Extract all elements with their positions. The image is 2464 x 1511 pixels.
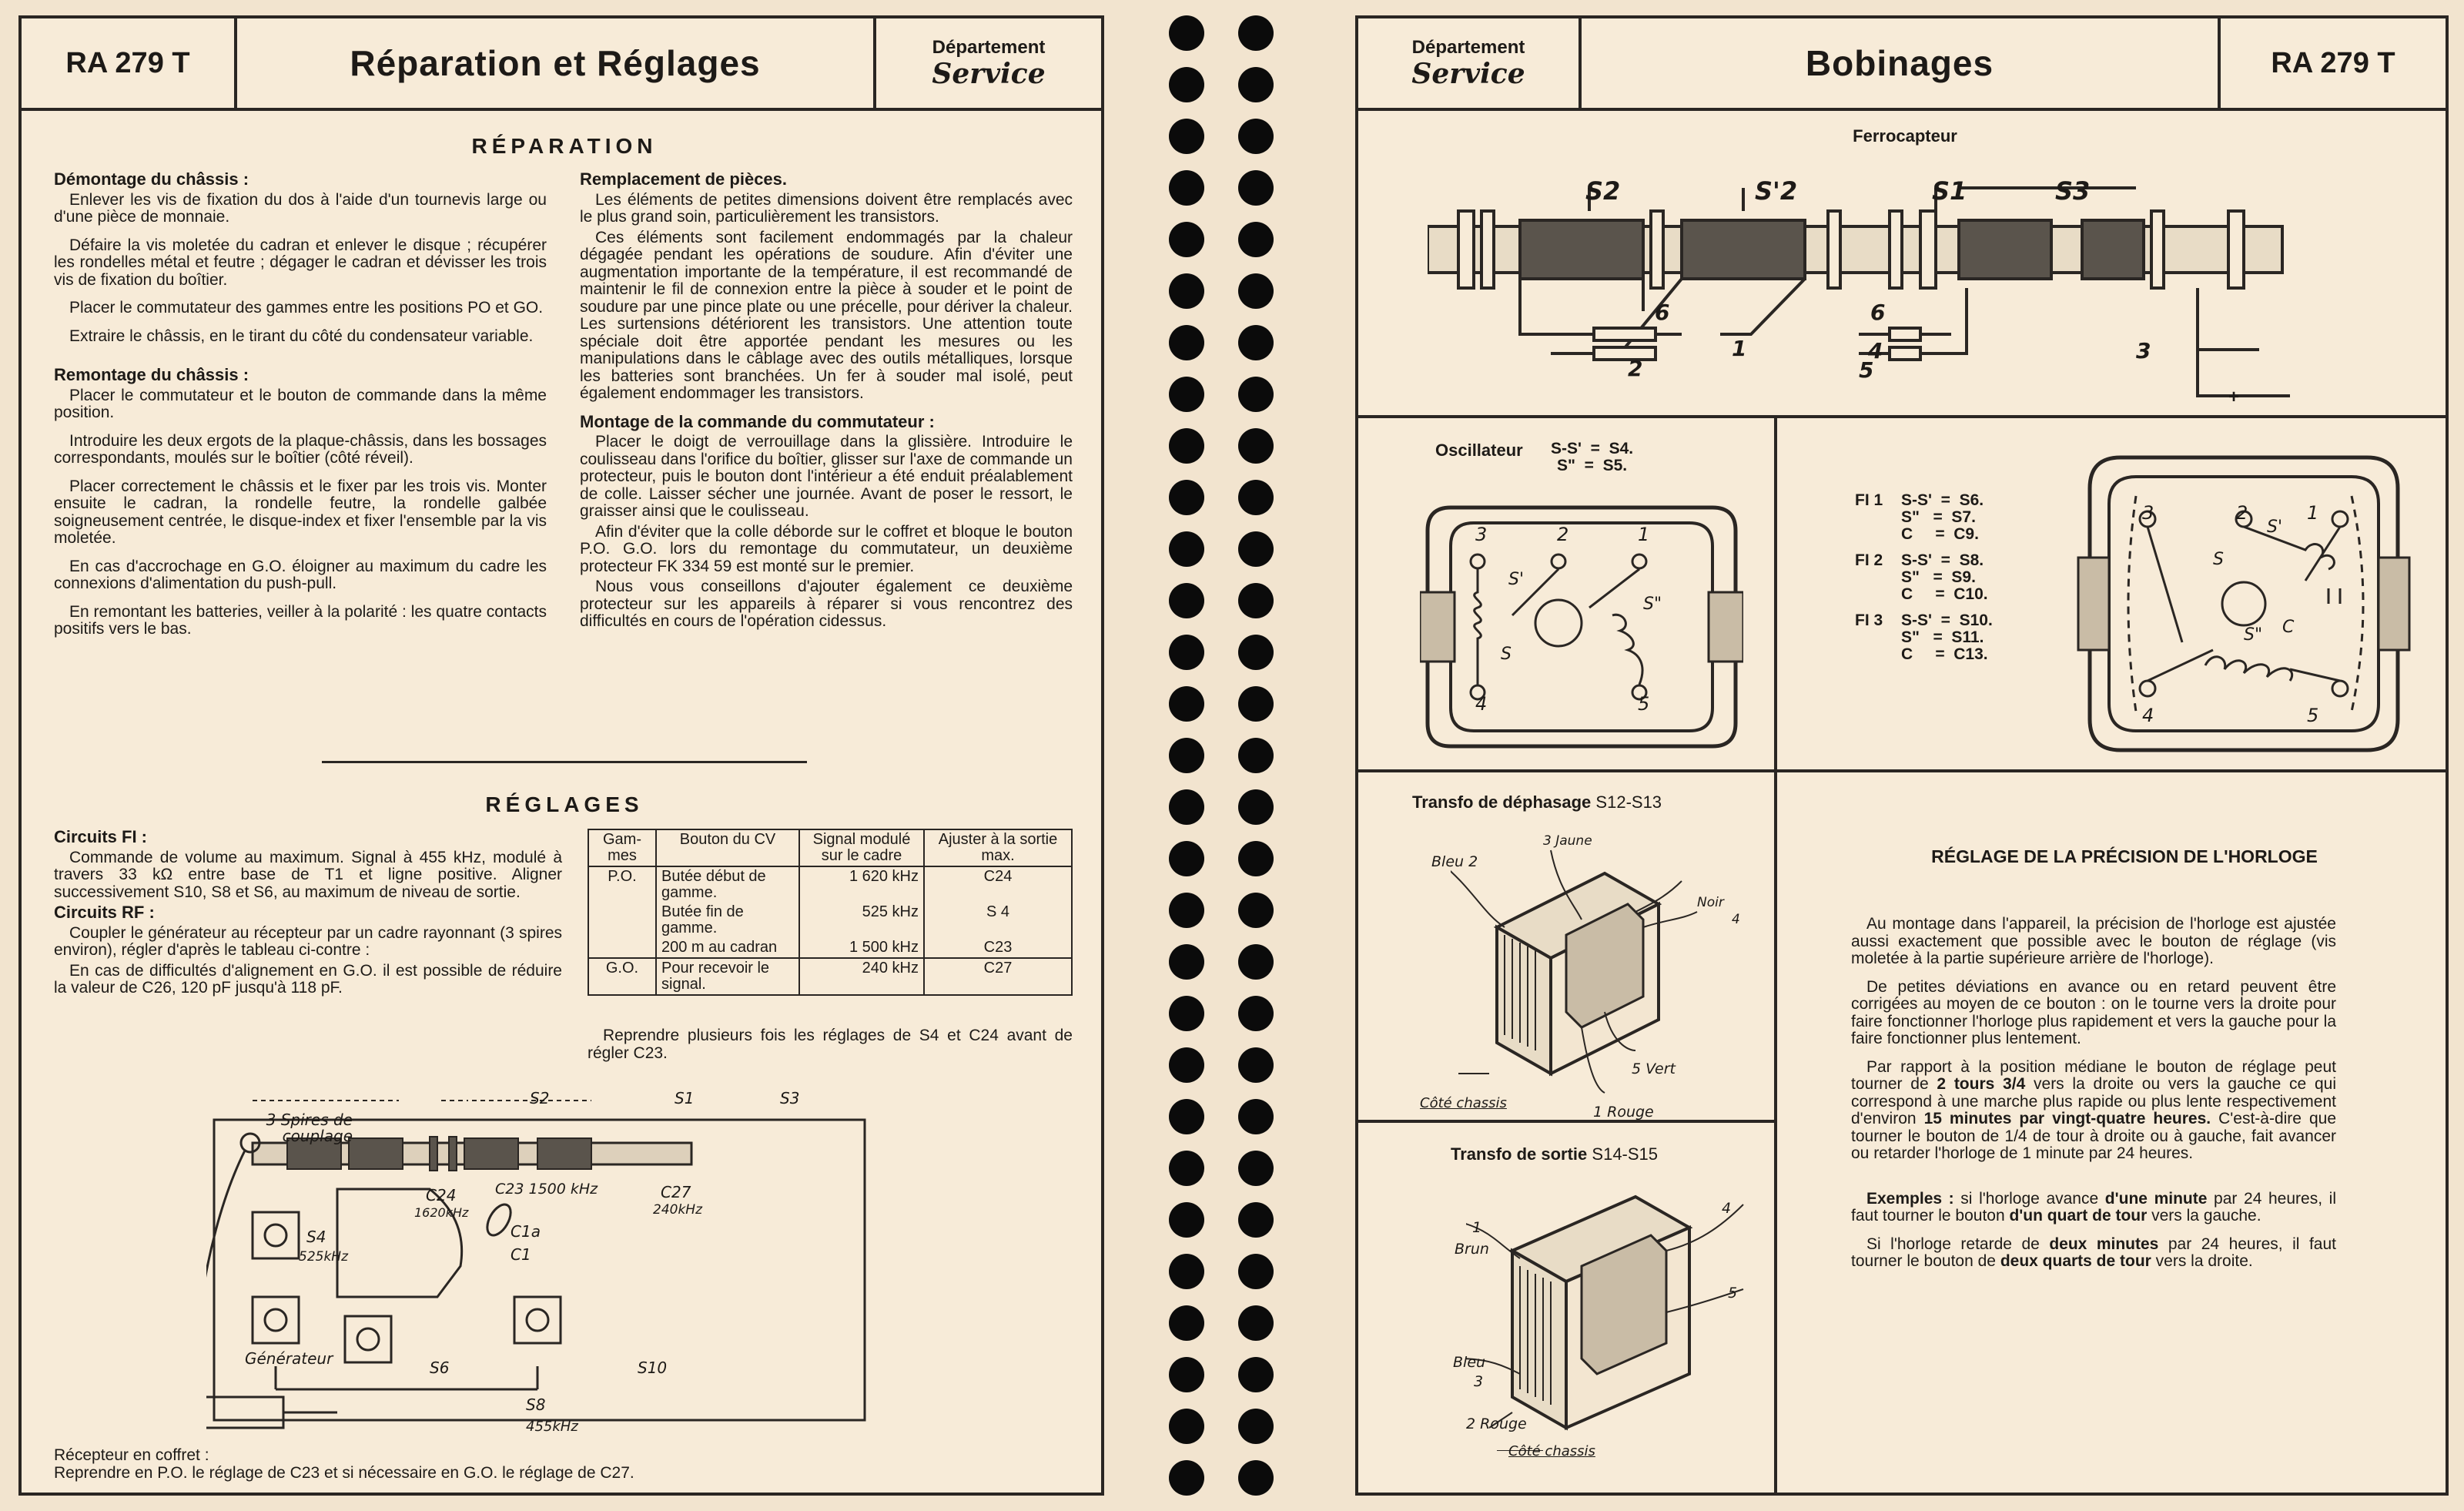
horloge-title: RÉGLAGE DE LA PRÉCISION DE L'HORLOGE (1931, 846, 2318, 866)
fi-1: 1 (2307, 502, 2319, 524)
reprendre-note: Reprendre plusieurs fois les réglages de S4 et C24 avant de régler C23. (588, 1027, 1073, 1062)
model-number: RA 279 T (2271, 46, 2395, 79)
binding-ring (1238, 531, 1274, 567)
osc-s: S (1501, 645, 1512, 664)
binding-ring (1238, 686, 1274, 722)
s10-label: S10 (638, 1359, 668, 1377)
binding-ring (1238, 1409, 1274, 1444)
dephasage-transformer-drawing (1451, 843, 1728, 1097)
sortie-4: 4 (1722, 1200, 1732, 1217)
osc-values: S-S' = S4. S" = S5. (1551, 440, 1634, 474)
sortie-rouge: 2 Rouge (1466, 1416, 1527, 1432)
paragraph: En cas de difficultés d'alignement en G.O. il est possible de réduire la valeur de C26, 120 pF jusqu'à 118 pF. (54, 961, 562, 997)
binding-ring (1238, 325, 1274, 360)
binding-ring (1238, 222, 1274, 257)
column-header: Signal modulé sur le cadre (799, 829, 924, 866)
reparation-right-column (580, 171, 1073, 642)
circuits-rf-title: Circuits RF : (54, 903, 155, 922)
ferro-4: 4 (1868, 338, 1883, 364)
c1a-label: C1a (511, 1222, 541, 1241)
ferro-s2p: S'2 (1755, 176, 1798, 206)
ferro-1: 1 (1732, 336, 1747, 361)
remplacement-title: Remplacement de pièces. (580, 169, 788, 189)
c24-label: C24 (426, 1186, 457, 1204)
binding-ring (1169, 996, 1204, 1031)
binding-ring (1238, 583, 1274, 618)
binding-ring (1238, 1099, 1274, 1134)
c24-freq: 1620kHz (414, 1205, 469, 1220)
fi-3: 3 (2142, 502, 2154, 524)
recepteur-note: Récepteur en coffret : Reprendre en P.O. le réglage de C23 et si nécessaire en G.O. le réglage de C27. (54, 1446, 634, 1482)
divider (1774, 769, 2446, 772)
binding-ring (1169, 583, 1204, 618)
fi-values (1855, 492, 1993, 663)
paragraph: Placer correctement le châssis et le fixer par les trois vis. Monter ensuite le cadran, la rondelle feutre, la rondelle galbée soigneusement centrée, le disque-index et fixer l'ensemble par la vis moletée. (54, 477, 547, 547)
osc-title: Oscillateur (1435, 441, 1523, 460)
binding-ring (1238, 789, 1274, 825)
paragraph: En cas d'accrochage en G.O. éloigner au maximum du cadre les connexions d'alimentation du push-pull. (54, 557, 547, 592)
osc-4: 4 (1475, 693, 1488, 715)
page-title: Réparation et Réglages (237, 18, 876, 108)
binding-ring (1169, 1460, 1204, 1496)
paragraph: Enlever les vis de fixation du dos à l'aide d'un tournevis large ou d'une pièce de monnaie. (54, 190, 547, 226)
c1-label: C1 (511, 1245, 531, 1264)
binding-ring (1238, 944, 1274, 980)
binding-ring (1238, 635, 1274, 670)
binding-ring (1238, 377, 1274, 412)
ferro-plus: + (2228, 387, 2240, 407)
binding-ring (1238, 1202, 1274, 1238)
ferro-2: 2 (1628, 356, 1643, 381)
left-page (18, 15, 1104, 1496)
sortie-5: 5 (1728, 1285, 1738, 1302)
paragraph: Ces éléments sont facilement endommagés par la chaleur dégagée pendant les opérations de soudure. Afin d'éviter une augmentation importante de la température, il est recommandé de maintenir le fil de connexion entre la pièce à souder et le point de soudure par une pince plate ou une précelle, pour dériver la chaleur. Les surtensions détériorent les transistors. Une attention toute spéciale doit être apportée pendant les mesures ou les manipulations dans le câblage avec des outils métalliques, lorsque les batteries sont branchées. Un fer à souder mal isolé, peut également endommager les transistors. (580, 228, 1073, 402)
binding-ring (1169, 273, 1204, 309)
binding-ring (1169, 944, 1204, 980)
sortie-brun: Brun (1455, 1241, 1489, 1258)
generateur-label: Générateur (245, 1349, 333, 1368)
left-header (22, 18, 1101, 111)
binding-ring (1238, 273, 1274, 309)
table-row: Butée fin de gamme. 525 kHz S 4 (588, 903, 1072, 938)
paragraph: Coupler le générateur au récepteur par un cadre rayonnant (3 spires environ), régler d'après le tableau ci-contre : (54, 923, 562, 959)
ferro-6a: 6 (1655, 300, 1670, 325)
binding-ring (1238, 1460, 1274, 1496)
paragraph: Les éléments de petites dimensions doivent être remplacés avec le plus grand soin, particulièrement les transistors. (580, 190, 1073, 226)
binding-ring (1169, 841, 1204, 876)
fi-spp: S" (2244, 625, 2263, 645)
ferro-5: 5 (1859, 357, 1874, 383)
spiral-binding (1155, 0, 1309, 1511)
page-title: Bobinages (1582, 18, 2221, 108)
osc-sp: S' (1508, 570, 1525, 589)
dephasage-jaune: 3 Jaune (1543, 833, 1592, 849)
s2-label: S2 (530, 1089, 550, 1107)
sortie-bleu: Bleu (1453, 1354, 1486, 1371)
fi-s: S (2213, 550, 2224, 569)
s3-label: S3 (780, 1089, 800, 1107)
demontage-title: Démontage du châssis : (54, 169, 249, 189)
sortie-cote: Côté chassis (1508, 1443, 1595, 1459)
table-header-row (588, 829, 1072, 866)
binding-ring (1169, 1409, 1204, 1444)
divider (322, 761, 807, 763)
binding-ring (1169, 1357, 1204, 1392)
binding-ring (1238, 15, 1274, 51)
binding-ring (1238, 480, 1274, 515)
binding-ring (1238, 1254, 1274, 1289)
fi-transformer-diagram (2074, 450, 2413, 758)
ferro-s3: S3 (2055, 176, 2091, 206)
sortie-transformer-drawing (1466, 1181, 1759, 1451)
s1-label: S1 (675, 1089, 695, 1107)
binding-ring (1238, 1047, 1274, 1083)
osc-spp: S" (1643, 595, 1662, 614)
divider (1358, 415, 2446, 418)
binding-ring (1238, 67, 1274, 102)
table-row: 200 m au cadran 1 500 kHz C23 (588, 938, 1072, 958)
binding-ring (1169, 119, 1204, 154)
s4-label: S4 (306, 1228, 326, 1246)
paragraph: Nous vous conseillons d'ajouter également ce deuxième protecteur sur les appareils à réparer si vous rencontrez des difficultés en cours de l'opération cidessus. (580, 578, 1073, 630)
ferro-s1: S1 (1932, 176, 1967, 206)
right-page (1355, 15, 2449, 1496)
horloge-p3: Par rapport à la position médiane le bouton de réglage peut tourner de 2 tours 3/4 vers la droite ou vers la gauche ce qui correspond à une marche plus rapide ou plus lente respectivement d'environ 15 minutes par vingt-quatre heures. C'est-à-dire que tourner le bouton de 1/4 de tour à droite ou à gauche, fait avancer ou retarder l'horloge de 1 minute par 24 heures. (1851, 1057, 2336, 1162)
oscillateur-diagram (1420, 500, 1743, 754)
osc-3: 3 (1475, 524, 1488, 545)
455khz-label: 455kHz (526, 1419, 578, 1435)
binding-ring (1169, 531, 1204, 567)
c27-label: C27 (661, 1183, 691, 1201)
fi2-group: FI 2 S-S' = S8. S" = S9. C = C10. (1855, 551, 1988, 603)
binding-ring (1169, 325, 1204, 360)
ferro-3: 3 (2136, 338, 2151, 364)
binding-ring (1169, 480, 1204, 515)
paragraph: Placer le commutateur et le bouton de commande dans la même position. (54, 386, 547, 421)
department-service: Département Service (1358, 18, 1582, 108)
fi-5: 5 (2307, 705, 2319, 726)
binding-ring (1238, 1151, 1274, 1186)
binding-ring (1238, 1357, 1274, 1392)
column-header: Ajuster à la sortie max. (924, 829, 1072, 866)
binding-ring (1169, 1202, 1204, 1238)
reglages-left-column (54, 829, 562, 1008)
ferro-6b: 6 (1870, 300, 1886, 325)
osc-5: 5 (1638, 693, 1650, 715)
department-service: Département Service (932, 37, 1046, 90)
divider (1358, 1120, 1774, 1123)
paragraph: Placer le doigt de verrouillage dans la glissière. Introduire le coulisseau dans l'orifice du boîtier, glisser sur l'axe de commande un protecteur, puis le bouton dont l'intérieur a été enduit préalablement de colle. Laisser sécher une journée. Avant de poser le ressort, le graisser ainsi que le coulisseau. (580, 433, 1073, 520)
dephasage-noir: Noir (1697, 895, 1724, 910)
column-header: Gam-mes (588, 829, 656, 866)
fi-4: 4 (2142, 705, 2154, 726)
dephasage-vert: 5 Vert (1632, 1060, 1676, 1077)
table-row: G.O. Pour recevoir le signal. 240 kHz C27 (588, 958, 1072, 995)
alignment-table (588, 829, 1073, 996)
horloge-text: Au montage dans l'appareil, la précision de l'horloge est ajustée aussi exactement que possible avec le bouton de réglage (vis moletée à la partie supérieure arrière de l'horloge). De petites déviations en avance ou en retard peuvent être corrigées au moyen de ce bouton : on le tourne vers la droite pour faire fonctionner l'horloge plus rapidement et vers la gauche pour la faire fonctionner plus lentement. Par rapport à la position médiane le bouton de réglage peut tourner de 2 tours 3/4 vers la droite ou vers la gauche ce qui correspond à une marche plus rapide ou plus lente respectivement d'environ 15 minutes par vingt-quatre heures. C'est-à-dire que tourner le bouton de 1/4 de tour à droite ou à gauche, fait avancer ou retarder l'horloge de 1 minute par 24 heures. Exemples : si l'horloge avance d'une minute par 24 heures, il faut tourner le bouton d'un quart de tour vers la gauche. Si l'horloge retarde de deux minutes par 24 heures, il faut tourner le bouton de deux quarts de tour vers la droite. (1851, 915, 2337, 1270)
c27-freq: 240kHz (653, 1202, 702, 1218)
s8-label: S8 (526, 1395, 546, 1414)
s4-freq: 525kHz (299, 1249, 348, 1265)
circuits-fi-title: Circuits FI : (54, 827, 148, 846)
ferrocapteur-diagram (1428, 157, 2367, 427)
reparation-heading: RÉPARATION (471, 134, 658, 158)
binding-ring (1169, 1151, 1204, 1186)
paragraph: Défaire la vis moletée du cadran et enlever le disque ; récupérer les rondelles métal et feutre ; dégager le cadran et dévisser les trois vis de fixation du boîtier. (54, 236, 547, 289)
binding-ring (1169, 635, 1204, 670)
s6-label: S6 (430, 1359, 450, 1377)
montage-title: Montage de la commande du commutateur : (580, 411, 935, 431)
binding-ring (1169, 738, 1204, 773)
dephasage-4: 4 (1732, 912, 1740, 927)
spires-label: 3 Spires de couplage (266, 1111, 353, 1145)
binding-ring (1169, 893, 1204, 928)
fi-c: C (2282, 618, 2295, 637)
binding-ring (1169, 1254, 1204, 1289)
sortie-1: 1 (1472, 1219, 1482, 1236)
horloge-ex1: Exemples : si l'horloge avance d'une minute par 24 heures, il faut tourner le bouton d'un quart de tour vers la gauche. (1851, 1189, 2337, 1225)
dephasage-cote: Côté chassis (1420, 1095, 1507, 1111)
c23-label: C23 1500 kHz (495, 1181, 598, 1198)
fi-sp: S' (2267, 518, 2283, 537)
reglages-heading: RÉGLAGES (485, 792, 644, 816)
binding-ring (1238, 996, 1274, 1031)
remontage-title: Remontage du châssis : (54, 365, 249, 384)
dephasage-bleu: Bleu 2 (1431, 853, 1478, 870)
osc-1: 1 (1638, 524, 1650, 545)
paragraph: Extraire le châssis, en le tirant du côté du condensateur variable. (69, 327, 534, 345)
sortie-3: 3 (1474, 1373, 1484, 1390)
model-number: RA 279 T (22, 18, 237, 108)
binding-ring (1169, 428, 1204, 464)
right-header (1358, 18, 2446, 111)
dephasage-rouge: 1 Rouge (1593, 1104, 1654, 1121)
table-row: P.O. Butée début de gamme. 1 620 kHz C24 (588, 866, 1072, 903)
fi1-group: FI 1 S-S' = S6. S" = S7. C = C9. (1855, 491, 1984, 543)
paragraph: Placer le commutateur des gammes entre les positions PO et GO. (69, 299, 544, 317)
paragraph: Introduire les deux ergots de la plaque-châssis, dans les bossages correspondants, moulés sur le boîtier (côté réveil). (54, 431, 547, 467)
horloge-ex2: Si l'horloge retarde de deux minutes par 24 heures, il faut tourner le bouton de deux quarts de tour vers la droite. (1851, 1235, 2336, 1270)
binding-ring (1169, 67, 1204, 102)
dephasage-title: Transfo de déphasage S12-S13 (1412, 792, 1662, 812)
binding-ring (1169, 377, 1204, 412)
binding-ring (1169, 1047, 1204, 1083)
sortie-title: Transfo de sortie S14-S15 (1451, 1144, 1659, 1164)
binding-ring (1238, 893, 1274, 928)
binding-ring (1238, 738, 1274, 773)
binding-ring (1169, 789, 1204, 825)
binding-ring (1169, 222, 1204, 257)
fi3-group: FI 3 S-S' = S10. S" = S11. C = C13. (1855, 611, 1993, 663)
binding-ring (1238, 119, 1274, 154)
binding-ring (1169, 686, 1204, 722)
ferro-s2: S2 (1585, 176, 1621, 206)
paragraph: Afin d'éviter que la colle déborde sur le coffret et bloque le bouton P.O. G.O. lors du remontage du commutateur, un deuxième protecteur FK 334 59 est monté sur le premier. (580, 522, 1073, 575)
binding-ring (1169, 1099, 1204, 1134)
binding-ring (1238, 170, 1274, 206)
binding-ring (1238, 1305, 1274, 1341)
binding-ring (1169, 1305, 1204, 1341)
binding-ring (1238, 428, 1274, 464)
binding-ring (1238, 841, 1274, 876)
paragraph: En remontant les batteries, veiller à la polarité : les quatre contacts positifs vers le bas. (54, 602, 547, 638)
column-header: Bouton du CV (656, 829, 799, 866)
binding-ring (1169, 15, 1204, 51)
paragraph: Commande de volume au maximum. Signal à 455 kHz, modulé à travers 33 kΩ entre base de T1 et ligne positive. Aligner successivement S10, S8 et S6, au maximum de niveau de sortie. (54, 848, 562, 901)
ferro-title: Ferrocapteur (1853, 126, 1957, 146)
divider (1774, 415, 1777, 1496)
binding-ring (1169, 170, 1204, 206)
fi-2: 2 (2236, 502, 2248, 524)
osc-2: 2 (1557, 524, 1569, 545)
reparation-left-column (54, 171, 547, 649)
